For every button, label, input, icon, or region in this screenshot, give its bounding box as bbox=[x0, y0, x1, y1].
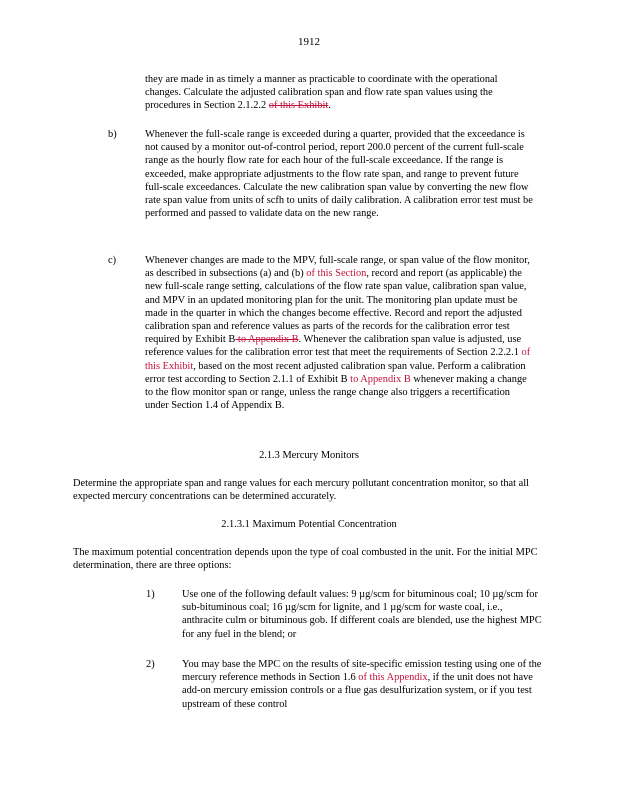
option-2-label: 2) bbox=[146, 659, 155, 670]
mercury-intro-paragraph: Determine the appropriate span and range values for each mercury pollutant concentration monitor, so that all expected mercury concentrations can be determined accurately. bbox=[73, 478, 530, 503]
section-heading-2-1-3: 2.1.3 Mercury Monitors bbox=[259, 450, 359, 461]
option-2-part-1: You may base the MPC on the results of site-specific emission testing using one of the mercury reference methods in Section 1.6 bbox=[182, 659, 542, 684]
continued-paragraph-text: they are made in as timely a manner as practicable to coordinate with the operational changes. Calculate the adjusted calibration span and flow rate span values using the procedures in Section 2.1.2.2 bbox=[145, 74, 498, 112]
continued-paragraph bbox=[145, 73, 530, 113]
inserted-text: of this Exhibit bbox=[145, 347, 531, 372]
deleted-text: to Appendix B bbox=[235, 334, 299, 346]
item-c-label: c) bbox=[108, 255, 117, 266]
option-2-part-2: , if the unit does not have add-on mercury emission controls or a flue gas desulfurization system, or if you test upstream of these control bbox=[182, 672, 533, 710]
option-1-text: Use one of the following default values: 9 µg/scm for bituminous coal; 10 µg/scm for sub-bituminous coal; 16 µg/scm for lignite, and 1 µg/scm for waste coal, i.e., anthracite culm or bituminous gob. If different coals are blended, use the highest MPC for any fuel in the blend; or bbox=[182, 589, 542, 640]
option-1-label: 1) bbox=[146, 589, 155, 600]
item-c-part-3: . Whenever the calibration span value is adjusted, use reference values for the calibration error test that meet the requirements of Section 2.2.2.1 bbox=[145, 334, 522, 359]
item-c-part-4: , based on the most recent adjusted calibration span value. Perform a calibration error test according to Section 2.1.1 of Exhibit B bbox=[145, 360, 526, 385]
deleted-text: of this Exhibit bbox=[268, 100, 329, 112]
item-c-part-5: whenever making a change to the flow monitor span or range, unless the range change also triggers a recertification under Section 1.4 of Appendix B. bbox=[145, 373, 527, 412]
item-c-part-1: Whenever changes are made to the MPV, full-scale range, or span value of the flow monitor, as described in subsections (a) and (b) bbox=[145, 255, 530, 280]
inserted-text: to Appendix B bbox=[347, 373, 411, 385]
mpc-intro-paragraph: The maximum potential concentration depends upon the type of coal combusted in the unit. For the initial MPC determination, there are three options: bbox=[73, 547, 538, 572]
item-c-text bbox=[145, 254, 535, 412]
item-b-label: b) bbox=[108, 129, 117, 140]
item-b-text: Whenever the full-scale range is exceeded during a quarter, provided that the exceedance is not caused by a monitor out-of-control period, report 200.0 percent of the current full-scale range as the hourly flow rate for each hour of the full-scale exceedance. If the range is exceeded, make appropriate adjustments to the flow rate span, and range to prevent future full-scale exceedances. Calculate the new calibration span value by converting the new flow rate span value from units of scfh to units of daily calibration. A calibration error test must be performed and passed to validate data on the new range. bbox=[145, 129, 533, 220]
continued-paragraph-end: . bbox=[328, 100, 331, 112]
section-heading-2-1-3-1: 2.1.3.1 Maximum Potential Concentration bbox=[221, 519, 397, 530]
page-number: 1912 bbox=[298, 36, 320, 48]
inserted-text: of this Section bbox=[303, 268, 367, 280]
item-c-part-2: , record and report (as applicable) the new full-scale range setting, calculations of the flow rate span value, calibration span value, and MPV in an updated monitoring plan for the unit. The monitoring plan update must be made in the quarter in which the changes become effective. Record and report the adjusted calibration span and reference values as parts of the records for the calibration error test required by Exhibit B bbox=[145, 268, 527, 346]
option-2-text bbox=[182, 658, 544, 711]
inserted-text: of this Appendix bbox=[355, 672, 428, 684]
